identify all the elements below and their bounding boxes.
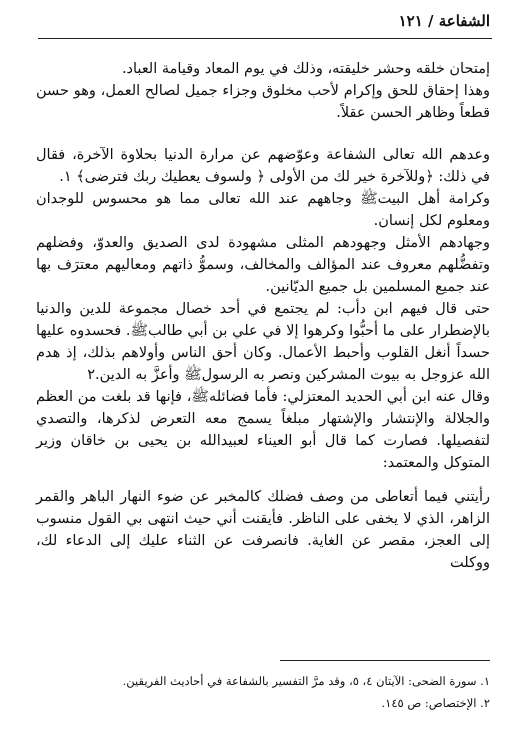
footnote-divider (280, 660, 490, 661)
paragraph-1: إمتحان خلقه وحشر خليقته، وذلك في يوم المعاد وقيامة العباد. (121, 61, 490, 77)
footnote-1: ١. سورة الضحى: الآيتان ٤، ٥، وقد مرَّ التفسير بالشفاعة في أحاديث الفريقين. (122, 674, 490, 688)
paragraph-7: وقال عنه ابن أبي الحديد المعتزلي: فأما فضائلهﷺ، فإنها قد بلغت من العظم والجلالة والإنتشار والإشتهار مبلغاً يسمج معه التعرض لذكرها، والتصدي لتفصيلها. فصارت كما قال أبو العيناء لعبيدالله بن يحيى بن خاقان وزير المتوكل والمعتمد: (36, 389, 490, 471)
paragraph-3: وعدهم الله تعالى الشفاعة وعوّضهم عن مرارة الدنيا بحلاوة الآخرة، فقال في ذلك: ﴿وللآخرة خير لك من الأولى ﴿ ولسوف يعطيك ربك فترضى﴾ ١. (36, 147, 490, 185)
paragraph-6: حتى قال فيهم ابن دأب: لم يجتمع في أحد خصال مجموعة للدين والدنيا بالإضطرار على ما أحبُّوا وكرهوا إلا في علي بن أبي طالبﷺ. فحسدوه عليها حسداً أنغل القلوب وأحبط الأعمال. وكان أحق الناس وأولاهم بذلك، إذ هدم الله عزوجل به بيوت المشركين ونصر به الرسولﷺ وأعزَّ به الدين.٢ (36, 301, 490, 383)
running-header: الشفاعة / ١٢١ (398, 12, 490, 30)
footnotes (36, 670, 490, 714)
paragraph-4: وكرامة أهل البيتﷺ وجاههم عند الله تعالى مما هو محسوس للوجدان ومعلوم لكل إنسان. (36, 191, 490, 229)
main-text (36, 58, 490, 574)
paragraph-2: وهذا إحقاق للحق وإكرام لأحب مخلوق وجزاء جميل لصالح العمل، وهو حسن قطعاً وظاهر الحسن عقلاً. (36, 83, 490, 121)
footnote-2: ٢. الإختصاص: ص ١٤٥. (381, 696, 490, 710)
paragraph-5: وجهادهم الأمثل وجهودهم المثلى مشهودة لدى الصديق والعدوّ، وفضلهم وتفضُّلهم معروف عند المؤالف والمخالف، وسموُّ ذاتهم ومعاليهم معترَف بها عند جميع المسلمين بل جميع الديّانين. (36, 235, 490, 295)
header-divider (38, 38, 492, 39)
paragraph-8: رأيتني فيما أتعاطى من وصف فضلك كالمخبر عن ضوء النهار الباهر والقمر الزاهر، الذي لا يخفى على الناظر. فأيقنت أني حيث انتهى بي القول منسوب إلى العجز، مقصر عن الغاية. فانصرفت عن الثناء عليك إلى الدعاء لك، ووكلت (36, 489, 490, 571)
